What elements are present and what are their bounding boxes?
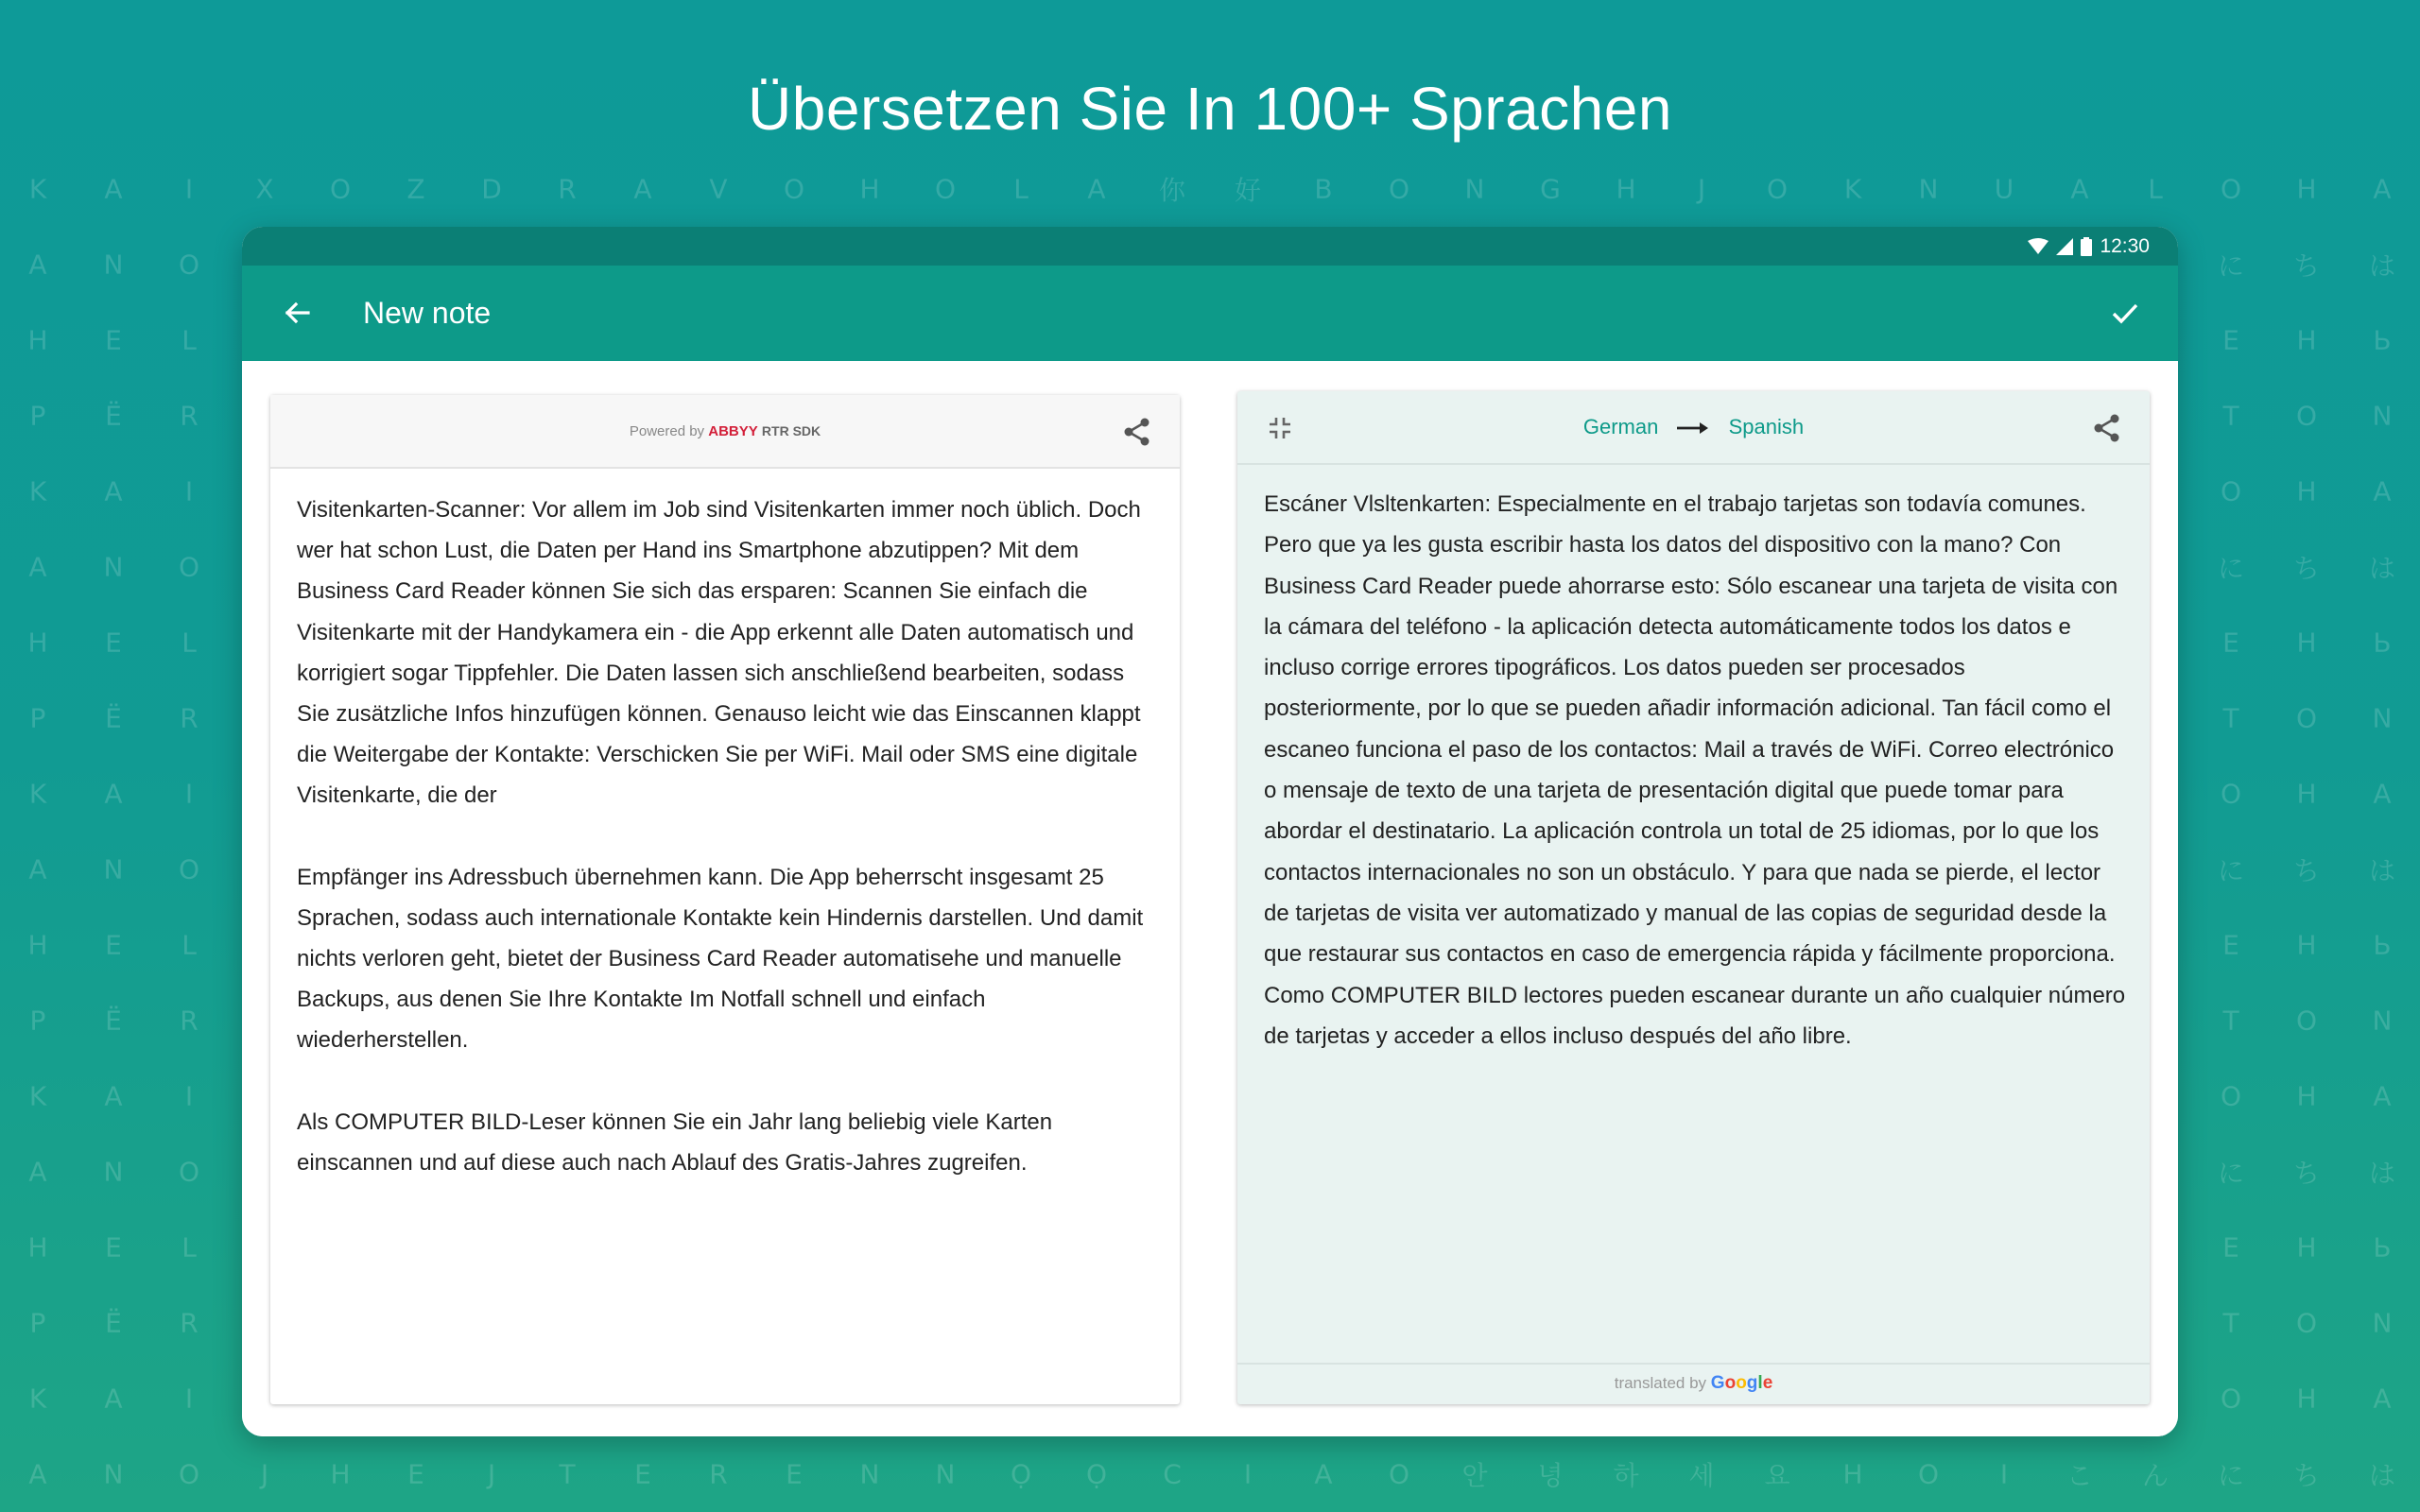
background-letter: A [2373, 475, 2392, 507]
arrow-right-icon [1677, 421, 1709, 435]
background-letter: N [1918, 173, 1939, 205]
background-letter: B [1314, 173, 1333, 205]
background-letter: に [2217, 553, 2245, 584]
background-letter: L [2148, 173, 2163, 205]
background-letter: A [2373, 1080, 2392, 1112]
translated-by-google-footer [1237, 1363, 2150, 1404]
background-letter: N [103, 551, 124, 583]
background-letter: A [104, 173, 123, 205]
background-letter: A [1087, 173, 1106, 205]
background-letter: L [182, 627, 197, 659]
background-letter: T [559, 1458, 576, 1490]
checkmark-icon[interactable] [2106, 294, 2144, 332]
source-text-card [270, 395, 1180, 1404]
background-letter: Ь [2373, 627, 2392, 659]
background-letter: Ë [105, 702, 122, 734]
background-letter: O [1917, 1458, 1940, 1490]
background-letter: C [1163, 1458, 1182, 1490]
background-letter: R [709, 1458, 728, 1490]
background-letter: O [2220, 475, 2242, 507]
background-letter: A [28, 249, 47, 281]
background-letter: Ë [105, 400, 122, 432]
background-letter: I [184, 1383, 194, 1415]
background-letter: ち [2292, 1158, 2321, 1189]
background-letter: は [2368, 250, 2396, 282]
translation-card [1237, 391, 2150, 1404]
background-letter: O [2295, 400, 2318, 432]
background-letter: H [2296, 627, 2317, 659]
status-bar [242, 227, 2178, 266]
background-letter: H [27, 627, 48, 659]
background-letter: O [1388, 1458, 1410, 1490]
source-paragraph-2: Empfänger ins Adressbuch übernehmen kann. Die App beherrscht insgesamt 25 Sprachen, sodass auch internationale Kontakte kein Hindernis darstellen. Und damit nichts verloren geht, bietet der Business Card Reader automatisehe und manuelle Backups, aus denen Sie Ihre Kontakte Im Notfall schnell und einfach wiederherstellen. [297, 864, 1144, 1054]
background-letter: D [481, 173, 502, 205]
background-letter: H [2296, 929, 2317, 961]
background-letter: O [178, 1156, 200, 1188]
background-letter: I [1243, 1458, 1253, 1490]
background-letter: H [2296, 1231, 2317, 1263]
background-letter: O [934, 173, 957, 205]
background-letter: E [105, 1231, 122, 1263]
background-letter: E [634, 1458, 651, 1490]
background-letter: R [180, 1005, 199, 1037]
background-letter: H [2296, 475, 2317, 507]
background-letter: H [27, 929, 48, 961]
source-language-selector[interactable]: German [1582, 415, 1659, 438]
share-icon[interactable] [2091, 412, 2123, 444]
background-letter: H [330, 1458, 351, 1490]
background-letter: H [27, 1231, 48, 1263]
source-paragraph-3: Als COMPUTER BILD-Leser können Sie ein Jahr lang beliebig viele Karten einscannen und auf diese auch nach Ablauf des Gratis-Jahres zugreifen. [297, 1108, 1053, 1176]
background-letter: I [184, 778, 194, 810]
background-letter: K [28, 778, 47, 810]
tablet-frame [242, 227, 2178, 1436]
background-letter: J [1697, 173, 1706, 205]
background-letter: に [2217, 1460, 2245, 1491]
background-letter: K [28, 1080, 47, 1112]
background-letter: J [260, 1458, 269, 1490]
background-letter: U [1994, 173, 2014, 205]
background-letter: は [2368, 1460, 2396, 1491]
translation-card-header [1237, 391, 2150, 465]
translated-text: Escáner Vlsltenkarten: Especialmente en el trabajo tarjetas son todavía comunes. Pero que ya les gusta escribir hasta los datos del dispositivo con la mano? Con Business Card Reader puede ahorrarse esto: Sólo escanear una tarjeta de visita con la cámara del teléfono - la aplicación detecta automáticamente todos los datos e incluso corrige errores tipográficos. Los datos pueden ser procesados posteriormente, por lo que se pueden añadir información adicional. Tan fácil como el escaneo funciona el paso de los contactos: Mail a través de WiFi. Correo electrónico o mensaje de texto de una tarjeta de presentación digital que puede tomar para abordar el destinatario. La aplicación controla un total de 25 idiomas, por lo que los contactos internacionales no son un obstáculo. Y para que nada se pierde, el lector de tarjetas de visita ver automatizado y manual de las copias de seguridad desde la que restaurar sus contactos en caso de emergencia rápida y fácilmente proporciona. Como COMPUTER BILD lectores pueden escanear durante un año cualquier número de tarjetas y acceder a ellos incluso después del año libre. [1264, 491, 2126, 1049]
background-letter: N [935, 1458, 956, 1490]
background-letter: E [105, 324, 122, 356]
share-icon[interactable] [1121, 416, 1153, 448]
status-icons [2028, 227, 2150, 266]
background-letter: O [2220, 778, 2242, 810]
background-letter: Ь [2373, 929, 2392, 961]
background-letter: O [1388, 173, 1410, 205]
background-letter: A [28, 853, 47, 885]
background-letter: N [103, 853, 124, 885]
google-logo: Google [1710, 1373, 1773, 1393]
background-letter: I [184, 1080, 194, 1112]
background-letter: に [2217, 855, 2245, 886]
background-letter: N [2372, 400, 2393, 432]
background-letter: ん [2141, 1460, 2169, 1491]
translated-by-text: translated by [1614, 1374, 1707, 1392]
background-letter: T [2222, 400, 2239, 432]
background-letter: E [105, 627, 122, 659]
background-letter: H [2296, 778, 2317, 810]
background-letter: ち [2292, 250, 2321, 282]
background-letter: A [28, 1458, 47, 1490]
wifi-icon [2028, 238, 2048, 255]
background-letter: O [178, 551, 200, 583]
background-letter: H [2296, 324, 2317, 356]
background-letter: K [28, 475, 47, 507]
background-letter: N [2372, 1005, 2393, 1037]
background-letter: N [103, 1458, 124, 1490]
background-letter: A [1314, 1458, 1333, 1490]
background-letter: H [859, 173, 880, 205]
background-letter: O [178, 853, 200, 885]
background-letter: 안 [1461, 1460, 1488, 1491]
background-letter: は [2368, 855, 2396, 886]
background-letter: N [2372, 702, 2393, 734]
background-letter: A [104, 778, 123, 810]
abbyy-logo: ABBYY [708, 423, 758, 439]
background-letter: I [184, 475, 194, 507]
background-letter: A [28, 1156, 47, 1188]
background-letter: K [1843, 173, 1862, 205]
background-letter: K [28, 1383, 47, 1415]
background-letter: E [2222, 1231, 2239, 1263]
target-language-selector[interactable]: Spanish [1728, 415, 1805, 438]
background-letter: N [859, 1458, 880, 1490]
background-letter: R [558, 173, 577, 205]
background-letter: に [2217, 1158, 2245, 1189]
background-letter: P [29, 1307, 46, 1339]
background-letter: L [182, 1231, 197, 1263]
background-letter: R [180, 1307, 199, 1339]
background-letter: R [180, 702, 199, 734]
signal-icon [2056, 238, 2073, 255]
background-letter: ち [2292, 855, 2321, 886]
background-letter: Ọ [1010, 1458, 1032, 1490]
background-letter: A [2373, 1383, 2392, 1415]
background-letter: O [783, 173, 805, 205]
background-letter: P [29, 1005, 46, 1037]
background-letter: A [104, 1383, 123, 1415]
background-letter: A [104, 475, 123, 507]
background-letter: R [180, 400, 199, 432]
powered-by-text: Powered by [629, 423, 705, 439]
app-bar [242, 266, 2178, 361]
background-letter: H [2296, 1383, 2317, 1415]
background-letter: こ [2066, 1460, 2094, 1491]
background-letter: H [1616, 173, 1636, 205]
background-letter: O [2295, 702, 2318, 734]
background-letter: O [1766, 173, 1789, 205]
background-letter: ち [2292, 1460, 2321, 1491]
background-letter: 요 [1764, 1460, 1790, 1491]
background-letter: N [2372, 1307, 2393, 1339]
app-title: New note [363, 296, 492, 330]
background-letter: T [2222, 702, 2239, 734]
background-letter: Z [406, 173, 425, 205]
status-time: 12:30 [2100, 234, 2150, 257]
source-paragraph-1: Visitenkarten-Scanner: Vor allem im Job sind Visitenkarten immer noch üblich. Doch wer hat schon Lust, die Daten per Hand ins Smartphone abzutippen? Mit dem Business Card Reader können Sie sich das ersparen: Scannen Sie einfach die Visitenkarte mit der Handykamera ein - die App erkennt alle Daten automatisch und korrigiert sogar Tippfehler. Die Daten lassen sich anschließend bearbeiten, sodass Sie zusätzliche Infos hinzufügen können. Genauso leicht wie das Einscannen klappt die Weitergabe der Kontakte: Verschicken Sie per WiFi. Mail oder SMS eine digitale Visitenkarte, die der [297, 497, 1141, 809]
background-letter: I [184, 173, 194, 205]
background-letter: K [28, 173, 47, 205]
background-letter: O [178, 249, 200, 281]
background-letter: Ь [2373, 1231, 2392, 1263]
background-letter: L [182, 929, 197, 961]
background-letter: Ь [2373, 324, 2392, 356]
background-letter: O [2295, 1307, 2318, 1339]
background-letter: Ọ [1085, 1458, 1108, 1490]
background-letter: O [2220, 1080, 2242, 1112]
background-letter: O [2220, 1383, 2242, 1415]
background-letter: N [103, 1156, 124, 1188]
background-letter: Ë [105, 1005, 122, 1037]
background-letter: H [1842, 1458, 1863, 1490]
powered-by-label [270, 395, 1180, 468]
background-letter: V [709, 173, 728, 205]
background-letter: H [27, 324, 48, 356]
background-letter: に [2217, 250, 2245, 282]
background-letter: J [487, 1458, 496, 1490]
background-letter: Ë [105, 1307, 122, 1339]
background-letter: O [2295, 1005, 2318, 1037]
background-letter: 녕 [1537, 1460, 1564, 1491]
background-letter: A [633, 173, 652, 205]
background-letter: N [103, 249, 124, 281]
background-letter: N [1464, 173, 1485, 205]
note-content [242, 361, 2178, 1436]
background-letter: 세 [1688, 1460, 1715, 1491]
background-letter: L [1013, 173, 1028, 205]
background-letter: T [2222, 1307, 2239, 1339]
back-arrow-icon[interactable] [278, 294, 316, 332]
headline: Übersetzen Sie In 100+ Sprachen [748, 75, 1672, 143]
background-letter: A [2070, 173, 2089, 205]
background-letter: E [105, 929, 122, 961]
background-letter: A [28, 551, 47, 583]
background-letter: G [1540, 173, 1561, 205]
background-letter: O [2220, 173, 2242, 205]
background-letter: A [104, 1080, 123, 1112]
background-letter: ち [2292, 553, 2321, 584]
background-letter: E [2222, 324, 2239, 356]
background-letter: I [1999, 1458, 2009, 1490]
source-text[interactable] [297, 490, 1157, 1224]
background-letter: 好 [1234, 175, 1262, 206]
background-letter: E [2222, 929, 2239, 961]
background-letter: 하 [1613, 1460, 1639, 1491]
background-letter: A [2373, 173, 2392, 205]
background-letter: 你 [1158, 175, 1186, 206]
background-letter: は [2368, 553, 2396, 584]
background-letter: H [2296, 1080, 2317, 1112]
background-letter: は [2368, 1158, 2396, 1189]
background-letter: O [178, 1458, 200, 1490]
rtr-sdk-label: RTR SDK [761, 423, 821, 438]
language-pair [1237, 391, 2150, 463]
background-letter: E [786, 1458, 803, 1490]
background-letter: P [29, 702, 46, 734]
background-letter: O [329, 173, 352, 205]
background-letter: A [2373, 778, 2392, 810]
source-card-header [270, 395, 1180, 469]
background-letter: T [2222, 1005, 2239, 1037]
background-letter: X [255, 173, 274, 205]
background-letter: E [407, 1458, 424, 1490]
background-letter: E [2222, 627, 2239, 659]
background-letter: H [2296, 173, 2317, 205]
battery-icon [2081, 237, 2092, 256]
background-letter: L [182, 324, 197, 356]
background-letter: P [29, 400, 46, 432]
